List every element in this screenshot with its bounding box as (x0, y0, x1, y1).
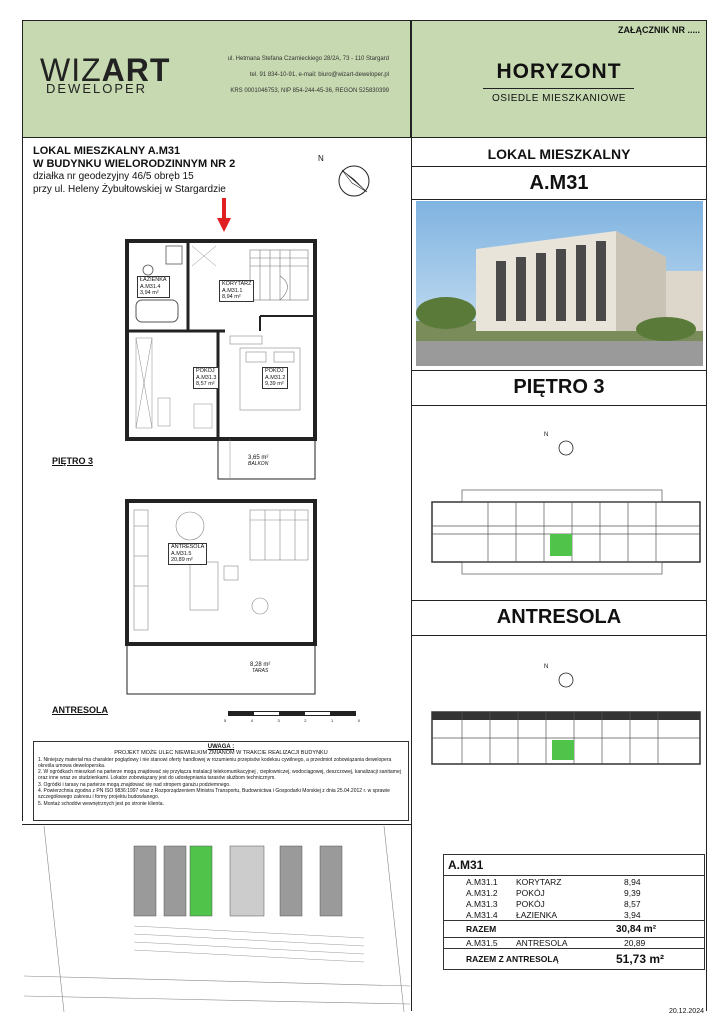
row-code: A.M31.1 (466, 876, 498, 887)
row-code: A.M31.2 (466, 887, 498, 898)
room-code: A.M31.3 (196, 374, 217, 381)
scale-tick: 2 (304, 718, 307, 723)
floor-plan-level-3 (120, 236, 320, 486)
room-area: 9,39 m² (265, 381, 284, 387)
room-code: A.M31.4 (140, 283, 161, 290)
company-registry: KRS 0001046753, NIP 854-244-45-36, REGON 525830399 (230, 88, 389, 94)
grand-total-value: 51,73 m² (616, 952, 665, 966)
frame-middle (411, 138, 412, 1011)
room-name: ŁAZIENKA (140, 277, 167, 283)
table-row (444, 898, 704, 909)
scale-tick: 3 (277, 718, 280, 723)
area-table (443, 854, 705, 970)
row-name: KORYTARZ (516, 876, 562, 887)
scale-bar (228, 711, 356, 716)
note-item: 3. Ogródki i tarasy na parterze mogą znajdować się nad stropem garażu podziemnego. (38, 781, 231, 788)
right-mezz-label: ANTRESOLA (496, 606, 622, 628)
building-title: W BUDYNKU WIELORODZINNYM NR 2 (33, 158, 236, 170)
logo-text-b: ART (101, 52, 171, 88)
room-name: ANTRESOLA (171, 544, 205, 550)
row-name: ŁAZIENKA (516, 909, 558, 920)
room-label-corridor (219, 280, 254, 302)
note-item: 1. Niniejszy materiał ma charakter poglądowy i nie stanowi oferty handlowej w rozumieniu przepisów kodeksu cywilnego, a przedmiot zobowiązania dewelopera określa umowa deweloperska. (38, 756, 392, 769)
right-floor-label: PIĘTRO 3 (513, 376, 605, 398)
scale-tick: 0 (357, 718, 360, 723)
building-render-image (416, 201, 703, 366)
room-label-room-2 (262, 367, 288, 389)
logo-subtitle: DEWELOPER (46, 81, 148, 96)
note-item: 4. Powierzchnia zgodna z PN ISO 9836:1997 oraz z Rozporządzeniem Ministra Transportu, Budownictwa i Gospodarki Morskiej z dnia 25.04.2012 r. w sprawie szczegółowego zakresu i formy projektu budowlanego. (38, 788, 390, 801)
row-value: 20,89 (624, 938, 646, 948)
scale-tick: 1 (331, 718, 334, 723)
total-value: 30,84 m² (616, 923, 657, 935)
row-value: 3,94 (624, 909, 641, 920)
grand-total-label: RAZEM Z ANTRESOLĄ (466, 954, 559, 964)
room-label-bathroom (137, 276, 170, 298)
project-subtitle: OSIEDLE MIESZKANIOWE (492, 93, 626, 104)
floor-label-mezzanine: ANTRESOLA (52, 705, 108, 715)
room-name: POKÓJ (196, 368, 215, 374)
plot-info: działka nr geodezyjny 46/5 obręb 15 (33, 171, 194, 182)
logo-text-a: WIZ (40, 52, 102, 88)
room-area: 8,94 m² (222, 294, 241, 300)
document-date: 20.12.2024 (668, 1008, 704, 1015)
note-item: 2. W ogródkach mieszkań na parterze mogą znajdować się przyłącza instalacji telekomunikacyjnej , ciepłowniczej, wodociągowej, deszczowej, kanalizacji sanitarnej oraz inne wraz ze studzienkami. Lokator zobowiązany jest do udostępniania tarasów służbom technicznym. (38, 769, 401, 782)
balcony-name: BALKON (248, 461, 269, 467)
north-label: N (318, 154, 324, 163)
room-name: KORYTARZ (222, 281, 252, 287)
balcony-area: 3,65 m² (248, 455, 269, 461)
terrace-label (250, 662, 270, 674)
scale-tick: 5 (224, 718, 227, 723)
street-info: przy ul. Heleny Żybułtowskiej w Stargardzie (33, 184, 226, 195)
right-unit-type: LOKAL MIESZKALNY (487, 146, 631, 162)
table-title: A.M31 (444, 855, 704, 876)
table-mezz-row (444, 938, 704, 949)
mini-compass-icon (556, 438, 576, 458)
project-brand: HORYZONT (496, 60, 622, 83)
compass-icon (334, 162, 374, 200)
room-code: A.M31.2 (265, 374, 286, 381)
row-name: ANTRESOLA (516, 938, 568, 948)
row-code: A.M31.4 (466, 909, 498, 920)
total-label: RAZEM (466, 924, 497, 934)
table-row (444, 887, 704, 898)
notes-title: UWAGA : (207, 744, 235, 750)
note-item: 5. Montaż schodów wewnętrznych jest po stronie klienta. (38, 800, 164, 807)
company-address: ul. Hetmana Stefana Czarnieckiego 28/2A, 73 - 110 Stargard (227, 56, 389, 62)
balcony-label (248, 455, 268, 467)
room-name: POKÓJ (265, 368, 284, 374)
annex-label: ZAŁĄCZNIK NR ..... (618, 25, 700, 35)
entrance-arrow-icon (217, 198, 231, 234)
row-code: A.M31.3 (466, 898, 498, 909)
room-area: 20,89 m² (171, 557, 193, 563)
mini-compass-icon-2 (556, 670, 576, 690)
scale-tick: 4 (250, 718, 253, 723)
row-value: 8,57 (624, 898, 641, 909)
row-code: A.M31.5 (466, 938, 498, 948)
mini-north-label-2: N (544, 664, 549, 670)
room-label-mezzanine (168, 543, 207, 565)
table-row (444, 909, 704, 920)
frame-left (22, 138, 23, 821)
mini-plan-level-3 (428, 484, 704, 584)
mini-north-label: N (544, 432, 549, 438)
scale-ticks (224, 718, 360, 723)
frame-divider-bottom (22, 824, 411, 825)
room-code: A.M31.1 (222, 287, 243, 294)
terrace-area: 8,28 m² (250, 662, 271, 668)
company-contact: tel. 91 834-10-91, e-mail: biuro@wizart-deweloper.pl (249, 72, 389, 78)
notes-box (33, 741, 409, 821)
row-value: 9,39 (624, 887, 641, 898)
room-area: 3,94 m² (140, 290, 159, 296)
unit-title: LOKAL MIESZKALNY A.M31 (33, 145, 181, 157)
row-name: POKÓJ (516, 898, 545, 909)
floor-plan-mezzanine (120, 496, 320, 696)
row-name: POKÓJ (516, 887, 545, 898)
room-code: A.M31.5 (171, 550, 192, 557)
mini-plan-mezzanine (428, 706, 704, 776)
notes-subtitle: PROJEKT MOŻE ULEC NIEWIELKIM ZMIANOM W TRAKCIE REALIZACJI BUDYNKU (114, 750, 328, 757)
row-value: 8,94 (624, 876, 641, 887)
table-row (444, 876, 704, 887)
site-plan (24, 826, 410, 1012)
terrace-name: TARAS (252, 668, 269, 674)
room-label-room-3 (193, 367, 219, 389)
table-grand-total-row (444, 949, 704, 969)
room-area: 8,57 m² (196, 381, 215, 387)
brand-divider (483, 88, 634, 89)
table-total-row (444, 920, 704, 938)
right-unit-number: A.M31 (529, 172, 589, 194)
floor-label-level-3: PIĘTRO 3 (52, 456, 94, 466)
